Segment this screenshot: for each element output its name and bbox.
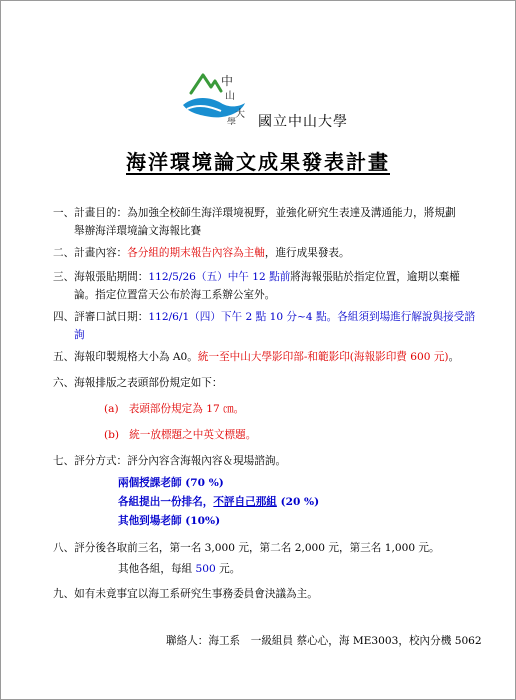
svg-text:中: 中 <box>221 74 234 88</box>
item-oral-exam: 四、評審口試日期：112/6/1（四）下午 2 點 10 分~4 點。各組須到場進行解說與接受諮 詢 <box>53 311 475 341</box>
document-title: 海洋環境論文成果發表計畫 <box>126 150 390 174</box>
item-print-spec: 五、海報印製規格大小為 A0。統一至中山大學影印部-和範影印(海報影印費 600 元)。 <box>53 351 460 363</box>
university-name: 國立中山大學 <box>258 114 348 130</box>
rule-a: (a) 表頭部份規定為 17 ㎝。 <box>104 403 245 415</box>
other-groups-prize: 其他各組，每組 500 元。 <box>118 563 241 575</box>
svg-text:山: 山 <box>225 91 235 102</box>
item-layout-rules: 六、海報排版之表頭部份規定如下： <box>53 377 223 389</box>
contact-info: 聯絡人：海工系 一級組員 蔡心心，海 ME3003，校內分機 5062 <box>166 635 482 647</box>
oral-exam-date: 112/6/1（四）下午 2 點 10 分~4 點。各組須到場進行解說與接受諮 <box>148 311 475 323</box>
score-other-teachers: 其他到場老師 (10%) <box>118 515 221 527</box>
poster-deadline: 112/5/26（五）中午 12 點前 <box>148 271 291 283</box>
svg-text:學: 學 <box>227 118 237 125</box>
item-purpose: 一、計畫目的：為加強全校師生海洋環境視野，並強化研究生表達及溝通能力，將規劃 舉辦海洋環境論文海報比賽 <box>53 207 456 237</box>
score-teachers: 兩個授課老師 (70 %) <box>118 477 224 489</box>
content-highlight: 各分組的期末報告內容為主軸 <box>127 247 265 259</box>
rule-b: (b) 統一放標題之中英文標題。 <box>104 429 257 441</box>
score-peer-ranking: 各組提出一份排名，不評自己那組 (20 %) <box>118 496 320 508</box>
item-prizes: 八、評分後各取前三名，第一名 3,000 元，第二名 2,000 元，第三名 1,000 元。 <box>53 542 440 554</box>
item-scoring: 七、評分方式：評分內容含海報內容＆現場諮詢。 <box>53 455 287 467</box>
university-logo <box>181 67 257 125</box>
svg-text:大: 大 <box>235 109 245 120</box>
item-poster-period: 三、海報張貼期間：112/5/26（五）中午 12 點前將海報張貼於指定位置，逾期以棄權 論。指定位置當天公布於海工系辦公室外。 <box>53 271 460 301</box>
item-other-matters: 九、如有未竟事宜以海工系研究生事務委員會決議為主。 <box>53 588 318 600</box>
print-highlight: 統一至中山大學影印部-和範影印(海報影印費 600 元) <box>197 351 449 363</box>
item-content: 二、計畫內容：各分組的期末報告內容為主軸，進行成果發表。 <box>53 247 350 259</box>
